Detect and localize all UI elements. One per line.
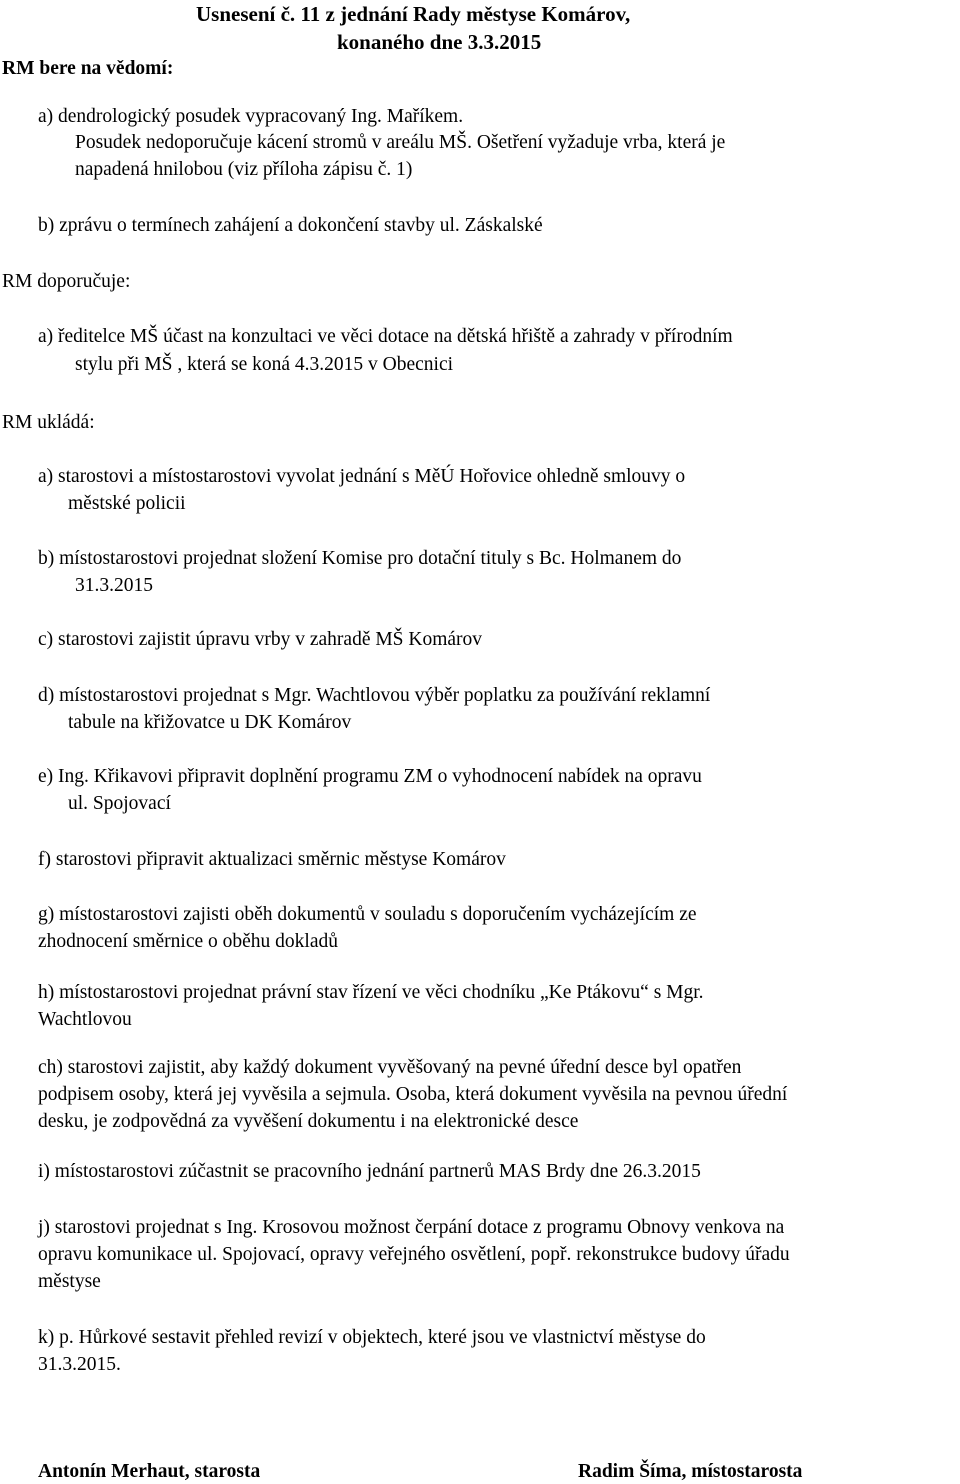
- item-line: d) místostarostovi projednat s Mgr. Wachtlovou výběr poplatku za používání reklamní: [38, 685, 711, 706]
- item-line: ul. Spojovací: [68, 793, 171, 814]
- signature-left: Antonín Merhaut, starosta: [38, 1461, 261, 1482]
- item-line: městyse: [38, 1271, 101, 1292]
- heading-doporucuje: RM doporučuje:: [2, 271, 131, 292]
- item-line: Wachtlovou: [38, 1009, 132, 1030]
- item-line: c) starostovi zajistit úpravu vrby v zahradě MŠ Komárov: [38, 629, 483, 650]
- item-line: b) místostarostovi projednat složení Komise pro dotační tituly s Bc. Holmanem do: [38, 548, 682, 569]
- heading-uklada: RM ukládá:: [2, 412, 95, 433]
- item-line: g) místostarostovi zajisti oběh dokumentů v souladu s doporučením vycházejícím ze: [38, 904, 697, 925]
- signature-right: Radim Šíma, místostarosta: [578, 1461, 803, 1482]
- item-line: 31.3.2015.: [38, 1354, 121, 1375]
- item-line: Posudek nedoporučuje kácení stromů v areálu MŠ. Ošetření vyžaduje vrba, která je: [75, 132, 726, 153]
- item-line: stylu při MŠ , která se koná 4.3.2015 v Obecnici: [75, 354, 454, 375]
- item-line: ch) starostovi zajistit, aby každý dokument vyvěšovaný na pevné úřední desce byl opatřen: [38, 1057, 742, 1078]
- item-line: zhodnocení směrnice o oběhu dokladů: [38, 931, 338, 952]
- item-line: 31.3.2015: [75, 575, 153, 596]
- document-title: Usnesení č. 11 z jednání Rady městyse Komárov,: [196, 2, 631, 26]
- item-line: i) místostarostovi zúčastnit se pracovního jednání partnerů MAS Brdy dne 26.3.2015: [38, 1161, 701, 1182]
- item-line: k) p. Hůrkové sestavit přehled revizí v objektech, které jsou ve vlastnictví městyse do: [38, 1327, 706, 1348]
- item-line: e) Ing. Křikavovi připravit doplnění programu ZM o vyhodnocení nabídek na opravu: [38, 766, 702, 787]
- item-line: desku, je zodpovědná za vyvěšení dokumentu i na elektronické desce: [38, 1111, 579, 1132]
- item-line: h) místostarostovi projednat právní stav řízení ve věci chodníku „Ke Ptákovu“ s Mgr.: [38, 982, 704, 1003]
- item-line: napadená hnilobou (viz příloha zápisu č. 1): [75, 159, 413, 180]
- heading-bere-na-vedomi: RM bere na vědomí:: [2, 58, 174, 79]
- item-line: a) dendrologický posudek vypracovaný Ing. Maříkem.: [38, 106, 464, 127]
- item-line: tabule na křižovatce u DK Komárov: [68, 712, 352, 733]
- item-line: j) starostovi projednat s Ing. Krosovou možnost čerpání dotace z programu Obnovy venkova na: [38, 1217, 785, 1238]
- item-line: opravu komunikace ul. Spojovací, opravy veřejného osvětlení, popř. rekonstrukce budovy úřadu: [38, 1244, 790, 1265]
- item-line: městské policii: [68, 493, 186, 514]
- item-line: a) starostovi a místostarostovi vyvolat jednání s MěÚ Hořovice ohledně smlouvy o: [38, 466, 686, 487]
- document-title-date: konaného dne 3.3.2015: [337, 30, 542, 54]
- item-line: f) starostovi připravit aktualizaci směrnic městyse Komárov: [38, 849, 506, 870]
- item-line: a) ředitelce MŠ účast na konzultaci ve věci dotace na dětská hřiště a zahrady v přírodním: [38, 326, 733, 347]
- item-line: podpisem osoby, která jej vyvěsila a sejmula. Osoba, která dokument vyvěsila na pevnou úřední: [38, 1084, 788, 1105]
- item-line: b) zprávu o termínech zahájení a dokončení stavby ul. Záskalské: [38, 215, 543, 236]
